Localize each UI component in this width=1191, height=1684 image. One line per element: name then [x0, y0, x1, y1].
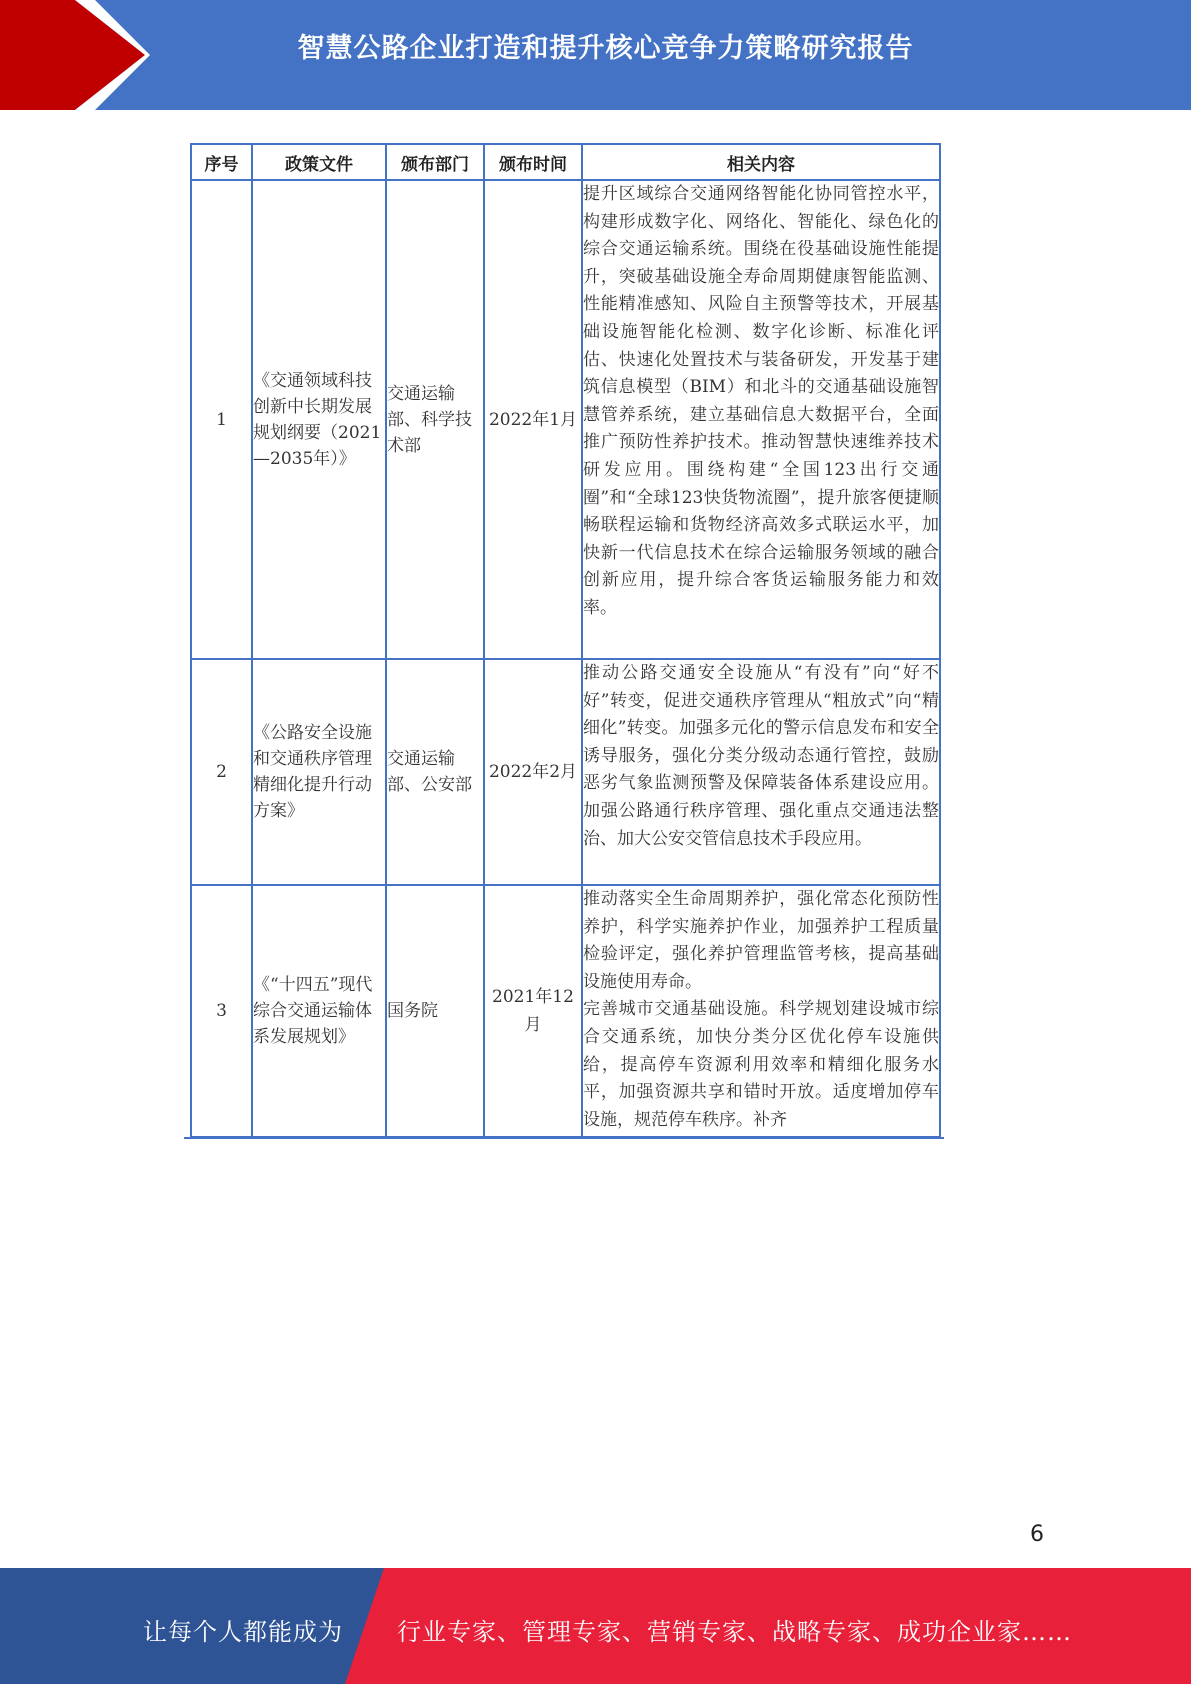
page-footer	[0, 1568, 1191, 1684]
related-content-paragraph: 推动落实全生命周期养护，强化常态化预防性养护，科学实施养护作业，加强养护工程质量检验评定，强化养护管理监管考核，提高基础设施使用寿命。	[583, 889, 939, 992]
column-header-date: 颁布时间	[484, 144, 582, 180]
issuing-department: 国务院	[386, 885, 484, 1137]
issue-date: 2022年1月	[484, 180, 582, 659]
report-title: 智慧公路企业打造和提升核心竞争力策略研究报告	[297, 33, 914, 64]
issuing-department: 交通运输部、公安部	[386, 659, 484, 885]
table-row	[191, 180, 940, 659]
related-content-paragraph: 完善城市交通基础设施。科学规划建设城市综合交通系统，加快分类分区优化停车设施供给，提高停车资源利用效率和精细化服务水平，加强资源共享和错时开放。适度增加停车设施，规范停车秩序。补齐	[583, 999, 939, 1130]
issue-date: 2021年12月	[484, 885, 582, 1137]
policy-document: 《公路安全设施和交通秩序管理精细化提升行动方案》	[252, 659, 386, 885]
page-header	[0, 0, 1191, 110]
issue-date: 2022年2月	[484, 659, 582, 885]
column-header-document: 政策文件	[252, 144, 386, 180]
column-header-content: 相关内容	[582, 144, 940, 180]
column-header-number: 序号	[191, 144, 252, 180]
footer-slogan-right: 行业专家、管理专家、营销专家、战略专家、成功企业家……	[397, 1618, 1072, 1646]
table-row	[191, 659, 940, 885]
row-number: 1	[191, 180, 252, 659]
policy-document: 《“十四五”现代综合交通运输体系发展规划》	[252, 885, 386, 1137]
policy-table	[190, 143, 941, 1138]
policy-document: 《交通领域科技创新中长期发展规划纲要（2021—2035年）》	[252, 180, 386, 659]
row-number: 2	[191, 659, 252, 885]
table-header-row	[191, 144, 940, 180]
footer-slogan-left: 让每个人都能成为	[143, 1618, 343, 1646]
table-row	[191, 885, 940, 1137]
related-content: 提升区域综合交通网络智能化协同管控水平，构建形成数字化、网络化、智能化、绿色化的综合交通运输系统。围绕在役基础设施性能提升，突破基础设施全寿命周期健康智能监测、性能精准感知、风险自主预警等技术，开展基础设施智能化检测、数字化诊断、标准化评估、快速化处置技术与装备研发，开发基于建筑信息模型（BIM）和北斗的交通基础设施智慧管养系统，建立基础信息大数据平台，全面推广预防性养护技术。推动智慧快速维养技术研发应用。围绕构建“全国123出行交通圈”和“全球123快货物流圈”，提升旅客便捷顺畅联程运输和货物经济高效多式联运水平，加快新一代信息技术在综合运输服务领域的融合创新应用，提升综合客货运输服务能力和效率。	[582, 180, 940, 659]
issuing-department: 交通运输部、科学技术部	[386, 180, 484, 659]
table-bottom-rule	[184, 1137, 944, 1139]
related-content	[582, 885, 940, 1137]
row-number: 3	[191, 885, 252, 1137]
related-content: 推动公路交通安全设施从“有没有”向“好不好”转变，促进交通秩序管理从“粗放式”向“精细化”转变。加强多元化的警示信息发布和安全诱导服务，强化分类分级动态通行管控，鼓励恶劣气象监测预警及保障装备体系建设应用。加强公路通行秩序管理、强化重点交通违法整治、加大公安交管信息技术手段应用。	[582, 659, 940, 885]
page-number: 6	[1030, 1522, 1044, 1547]
column-header-department: 颁布部门	[386, 144, 484, 180]
